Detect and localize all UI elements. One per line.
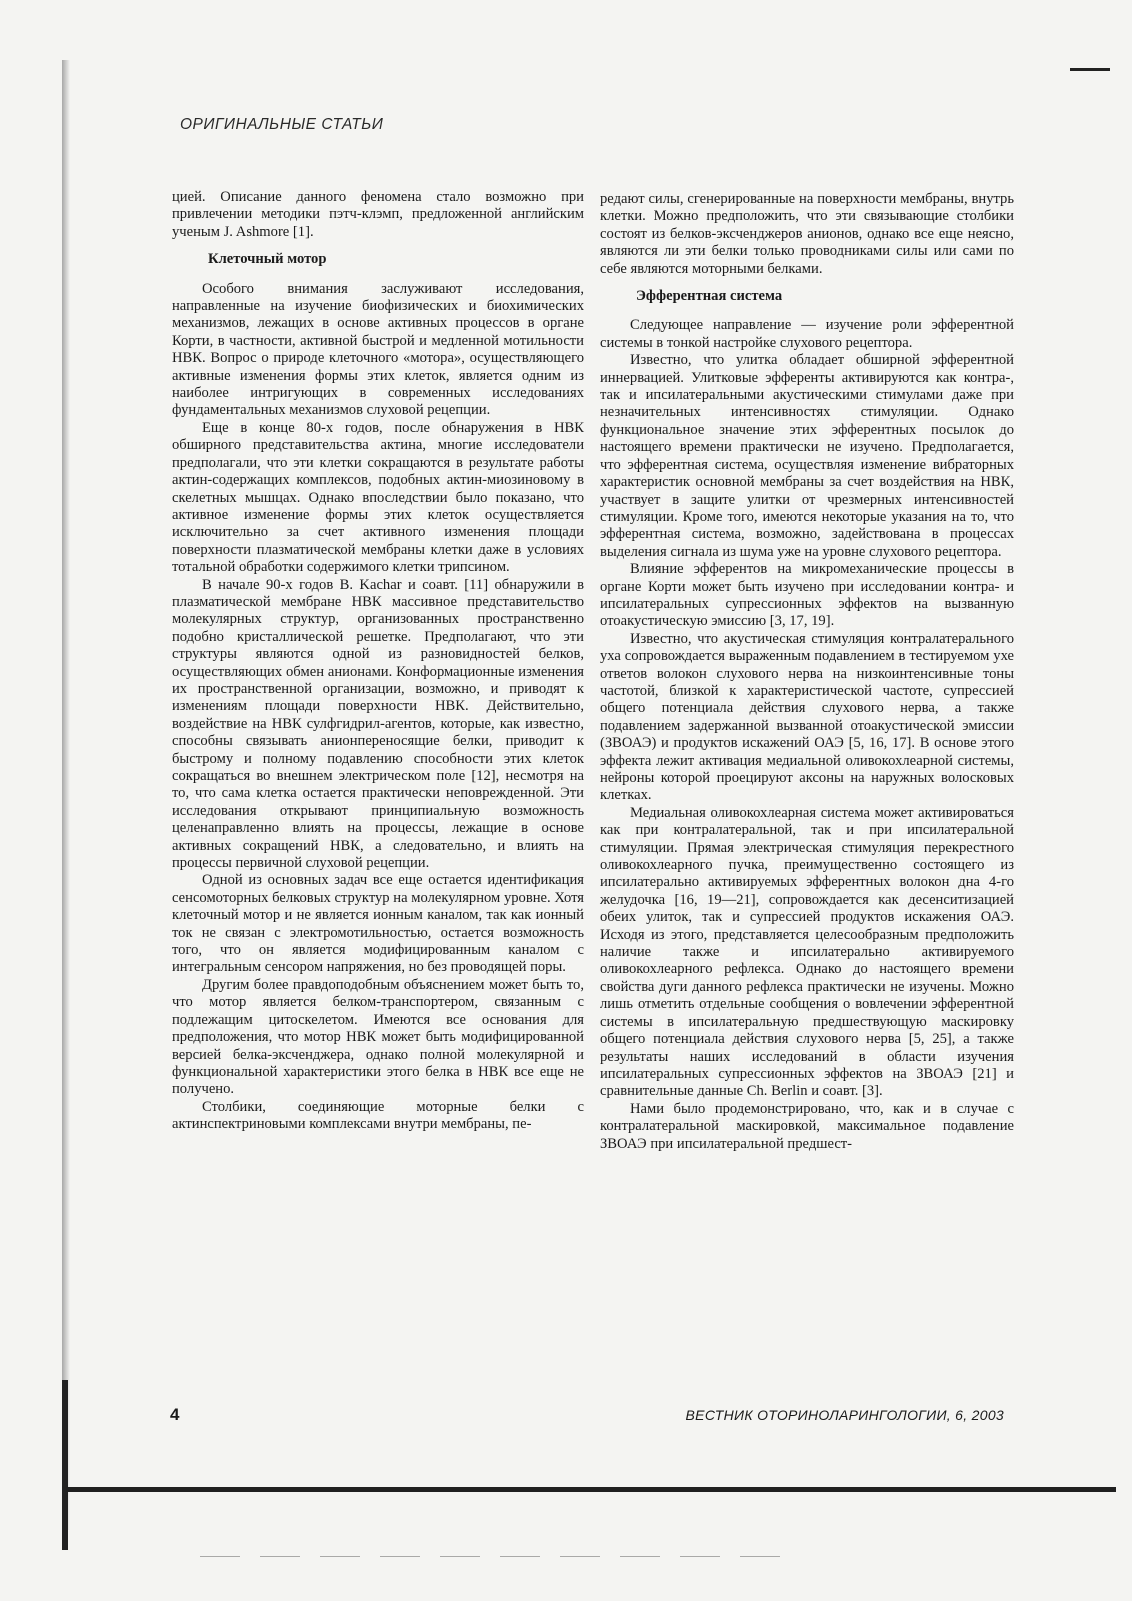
right-column (600, 191, 1014, 1153)
paragraph: Влияние эфферентов на микромеханические процессы в органе Корти может быть изучено при исследовании контра- и ипсилатеральных супрессионных эффектов на вызванную отоакустическую эмиссию [3, 17, 19]. (600, 561, 1014, 630)
paragraph: Следующее направление — изучение роли эфферентной системы в тонкой настройке слухового рецептора. (600, 317, 1014, 351)
paragraph: Еще в конце 80-х годов, после обнаружения в НВК обширного представительства актина, многие исследователи предполагали, что эти клетки сокращаются в результате работы актин-содержащих комплексов, подобных актин-миозиновому в скелетных мышцах. Однако впоследствии было показано, что активное изменение формы этих клеток осуществляется исключительно за счет активного изменения площади поверхности плазматической мембраны клетки даже в условиях тотальной обработки содержимого клетки трипсином. (172, 419, 584, 576)
journal-citation: ВЕСТНИК ОТОРИНОЛАРИНГОЛОГИИ, 6, 2003 (685, 1407, 1004, 1423)
paragraph: Известно, что улитка обладает обширной эфферентной иннервацией. Улитковые эфференты активируются как контра-, так и ипсилатеральными акустическими стимулами даже при незначительных интенсивностях стимуляции. Однако функциональное значение этих эфферентных посылок до настоящего времени практически не изучено. Предполагается, что эфферентная система, осуществляя изменение вибраторных характеристик основной мембраны за счет воздействия на НВК, участвует в защите улитки от чрезмерных интенсивностей стимуляции. Кроме того, имеются некоторые указания на то, что эфферентная система, возможно, задействована в процессах выделения сигнала из шума уже на уровне слухового рецептора. (600, 352, 1014, 560)
scan-edge-dark-strip (62, 1380, 68, 1550)
section-heading: Клеточный мотор (208, 251, 327, 268)
scan-bottom-edge (66, 1487, 1116, 1492)
paragraph: Одной из основных задач все еще остается идентификация сенсомоторных белковых структур на молекулярном уровне. Хотя клеточный мотор и не является ионным каналом, так как ионный ток не связан с электромотильностью, остается возможность того, что он является модифицированным каналом с интегральным сенсором напряжения, но без проводящей поры. (172, 872, 584, 976)
paragraph: Нами было продемонстрировано, что, как и в случае с контралатеральной маскировкой, максимальное подавление ЗВОАЭ при ипсилатеральной предшест- (600, 1100, 1014, 1152)
paragraph: цией. Описание данного феномена стало возможно при привлечении методики пэтч-клэмп, предложенной английским ученым J. Ashmore [1]. (172, 189, 584, 240)
paragraph: Столбики, соединяющие моторные белки с актинспектриновыми комплексами внутри мембраны, пе- (172, 1098, 584, 1133)
paragraph: Другим более правдоподобным объяснением может быть то, что мотор является белком-транспортером, связанным с подлежащим цитоскелетом. Имеются все основания для предположения, что мотор НВК может быть модифицированной версией белка-эксченджера, однако полной молекулярной и функциональной характеристики этого белка в НВК все еще не получено. (172, 976, 584, 1098)
section-heading: Эфферентная система (636, 288, 783, 305)
paragraph: Медиальная оливокохлеарная система может активироваться как при контралатеральной, так и при ипсилатеральной стимуляции. Прямая электрическая стимуляция перекрестного оливокохлеарного пучка, преимущественно состоящего из ипсилатерально активируемых эфферентных волокон дна 4-го желудочка [16, 19—21], сопровождается как десенситизацией обеих улиток, так и супрессией продуктов искажения ОАЭ. Исходя из этого, представляется целесообразным предположить наличие также и ипсилатерально активируемого оливокохлеарного рефлекса. Однако до настоящего времени свойства дуги данного рефлекса практически не изучены. Можно лишь отметить отдельные сообщения о вовлечении эфферентной системы в ипсилатеральную предшествующую маскировку общего потенциала действия слухового нерва [5, 25], а также результаты наших исследований в области изучения ипсилатеральных супрессионных эффектов на ЗВОАЭ [21] и сравнительные данные Ch. Berlin и соавт. [3]. (600, 804, 1014, 1100)
running-title: ОРИГИНАЛЬНЫЕ СТАТЬИ (180, 116, 384, 133)
page-number: 4 (170, 1405, 180, 1424)
scan-bottom-dashes (200, 1556, 800, 1557)
paragraph: редают силы, сгенерированные на поверхности мембраны, внутрь клетки. Можно предположить, что эти связывающие столбики состоят из белков-эксченджеров анионов, однако все еще неясно, являются ли эти белки только проводниками силы или сами по себе являются моторными белками. (600, 191, 1014, 277)
scan-edge-shadow (62, 60, 70, 1530)
scan-top-right-mark (1070, 68, 1110, 71)
left-column (172, 189, 584, 1134)
paragraph: В начале 90-х годов B. Kachar и соавт. [11] обнаружили в плазматической мембране НВК массивное представительство молекулярных структур, организованных пространственно подобно кристаллической решетке. Предполагают, что эти структуры являются одной из разновидностей белков, осуществляющих обмен анионами. Конформационные изменения их пространственной организации, возможно, и приводят к изменениям площади поверхности НВК. Действительно, воздействие на НВК сулфгидрил-агентов, которые, как известно, способны связывать анионпереносящие белки, приводит к быстрому и полному подавлению способности этих клеток сокращаться во внешнем электрическом поле [12], несмотря на то, что сама клетка остается практически неповрежденной. Эти исследования открывают принципиальную возможность целенаправленно влиять на процессы, лежащие в основе активных сокращений НВК, а следовательно, и влиять на процессы первичной слуховой рецепции. (172, 576, 584, 872)
paragraph: Известно, что акустическая стимуляция контралатерального уха сопровождается выраженным подавлением в тестируемом ухе ответов волокон слухового нерва на низкоинтенсивные тоны частотой, близкой к характеристической частоте, супрессией общего потенциала действия слухового нерва, а также подавлением задержанной вызванной отоакустической эмиссии (ЗВОАЭ) и продуктов искажений ОАЭ [5, 16, 17]. В основе этого эффекта лежит активация медиальной оливокохлеарной системы, нейроны которой проецируют аксоны на наружных волосковых клетках. (600, 630, 1014, 804)
paragraph: Особого внимания заслуживают исследования, направленные на изучение биофизических и биохимических механизмов, лежащих в основе активных процессов в органе Корти, в частности, активной быстрой и медленной мотильности НВК. Вопрос о природе клеточного «мотора», осуществляющего активные изменения формы этих клеток, является одним из наиболее интригующих в современных исследованиях фундаментальных механизмов слуховой рецепции. (172, 280, 584, 419)
